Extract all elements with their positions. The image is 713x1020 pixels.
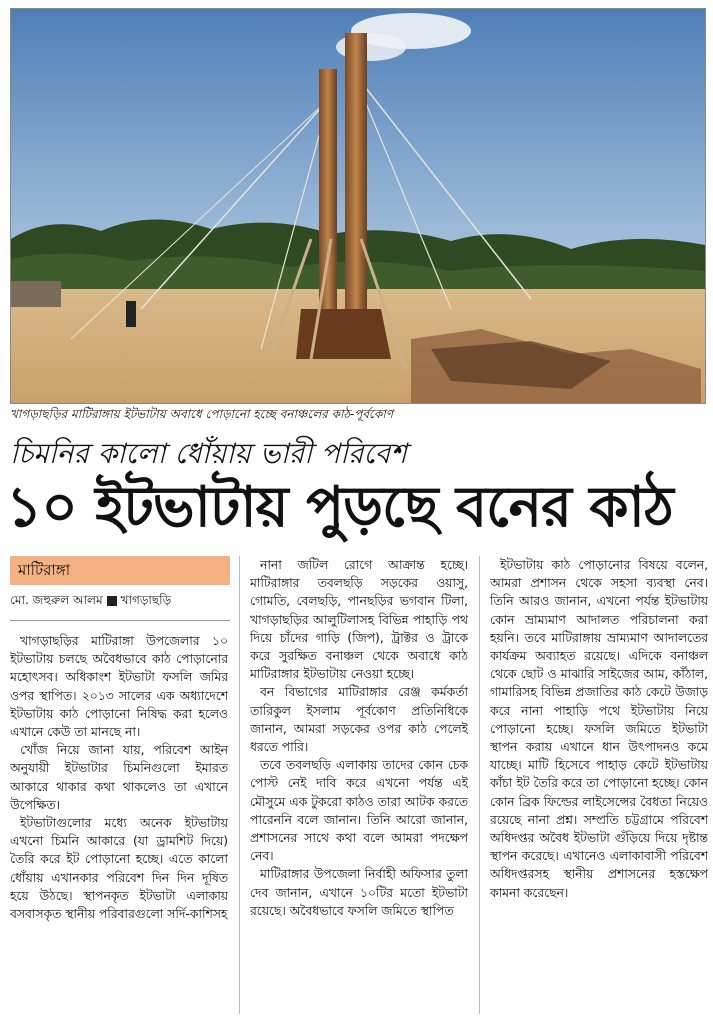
place-tag: মাটিরাঙ্গা [10, 556, 230, 585]
article-column-2 [250, 556, 468, 1014]
paragraph: ইটভাটায় কাঠ পোড়ানোর বিষয়ে বলেন, আমরা প্রশাসন থেকে সহসা ব্যবস্থা নেব। তিনি আরও জানান, এখনো পর্যন্ত ইটভাটায় কোন ভ্রাম্যমাণ আদালত পরিচালনা করা হয়নি। তবে মাটিরাঙ্গায় ভ্রাম্যমাণ আদালতের কার্যক্রম অব্যাহত রয়েছে। এদিকে বনাঞ্চল থেকে ছোট ও মাঝারি সাইজের আম, কাঁঠাল, গামারিসহ বিভিন্ন প্রজাতির কাঠ কেটে উজাড় করে নানা পাহাড়ি পথে ইটভাটায় নিয়ে পোড়ানো হচ্ছে। ফসলি জমিতে ইটভাটা স্থাপন করায় এখানে ধান উৎপাদনও কমে যাচ্ছে। মাটি হিসেবে পাহাড় কেটে ইটভাটায় কাঁচা ইট তৈরি করে তা পোড়ানো হচ্ছে। কোন কোন ব্রিক ফিল্ডের লাইসেন্সের বৈধতা নিয়েও রয়েছে নানা প্রশ্ন। সম্প্রতি চট্টগ্রামে পরিবেশ অধিদপ্তর অবৈধ ইটভাটা গুঁড়িয়ে দিয়ে দৃষ্টান্ত স্থাপন করেছে। এখানেও এলাকাবাসী পরিবেশ অধিদপ্তরসহ স্থানীয় প্রশাসনের হস্তক্ষেপ কামনা করেছেন। [490, 558, 708, 900]
byline [10, 592, 230, 612]
column-divider [479, 556, 480, 1014]
paragraph: বন বিভাগের মাটিরাঙ্গার রেঞ্জ কর্মকর্তা তারিকুল ইসলাম পূর্বকোণ প্রতিনিধিকে জানান, আমরা সড়কের ওপর কাঠ পেলেই ধরতে পারি। [250, 685, 468, 755]
main-headline: ১০ ইটভাটায় পুড়ছে বনের কাঠ [6, 475, 673, 540]
paragraph: খাগড়াছড়ির মাটিরাঙ্গা উপজেলার ১০ ইটভাটায় চলছে অবৈধভাবে কাঠ পোড়ানোর মহোৎসব। অধিকাংশ ইটভাটা ফসলি জমির ওপর স্থাপিত। ২০১৩ সালের এক অধ্যাদেশে ইটভাটায় কাঠ পোড়ানো নিষিদ্ধ করা হলেও এখানে কেউ তা মানছে না। [10, 634, 228, 740]
article-column-3 [490, 556, 708, 1014]
column-divider [239, 556, 240, 1014]
paragraph: মাটিরাঙ্গার উপজেলা নির্বাহী অফিসার তুলা দেব জানান, এখানে ১০টির মতো ইটভাটা রয়েছে। অবৈধভাবে ফসলি জমিতে স্থাপিত [250, 867, 468, 918]
news-photo [10, 8, 706, 404]
byline-divider [10, 620, 230, 621]
paragraph: তবে তবলছড়ি এলাকায় তাদের কোন চেক পোস্ট নেই দাবি করে এখনো পর্যন্ত এই মৌসুমে এক টুকরো কাঠও তারা আটক করতে পারেননি বলে জানান। তিনি আরো জানান, প্রশাসনের সাথে কথা বলে আমরা পদক্ষেপ নেব। [250, 758, 468, 864]
brick-kiln-illustration [11, 9, 705, 403]
paragraph: নানা জটিল রোগে আক্রান্ত হচ্ছে। মাটিরাঙ্গার তবলছড়ি সড়কের ওয়াসু, গোমতি, বেলছড়ি, পানছড়ির ভগবান টিলা, খাগড়াছড়ির আলুটিলাসহ বিভিন্ন পাহাড়ি পথ দিয়ে চাঁদের গাড়ি (জিপ), ট্রাক্টর ও ট্রাকে করে সুরক্ষিত বনাঞ্চল থেকে অবাধে কাঠ মাটিরাঙ্গার ইটভাটায় নেওয়া হচ্ছে। [250, 558, 468, 682]
paragraph: ইটভাটাগুলোর মধ্যে অনেক ইটভাটায় এখনো চিমনি আকারে (যা ড্রামশিট দিয়ে) তৈরি করে ইট পোড়ানো হচ্ছে। এতে কালো ধোঁয়ায় এখানকার পরিবেশ দিন দিন দূষিত হয়ে উঠছে। স্থাপনকৃত ইটভাটা এলাকায় বসবাসকৃত স্থানীয় পরিবারগুলো সর্দি-কাশিসহ [10, 816, 228, 922]
photo-caption: খাগড়াছড়ির মাটিরাঙ্গায় ইটভাটায় অবাধে পোড়ানো হচ্ছে বনাঞ্চলের কাঠ-পূর্বকোণ [10, 407, 393, 421]
byline-location: খাগড়াছড়ি [120, 593, 172, 607]
square-separator-icon [107, 596, 117, 606]
article-column-1 [10, 632, 228, 1014]
byline-author: মো. জহুরুল আলম [10, 593, 103, 607]
kicker-headline: চিমনির কালো ধোঁয়ায় ভারী পরিবেশ [10, 437, 407, 470]
paragraph: খোঁজ নিয়ে জানা যায়, পরিবেশ আইন অনুযায়ী ইটভাটার চিমনিগুলো ইমারত আকারে থাকার কথা থাকলেও তা এখানে উপেক্ষিত। [10, 743, 228, 812]
